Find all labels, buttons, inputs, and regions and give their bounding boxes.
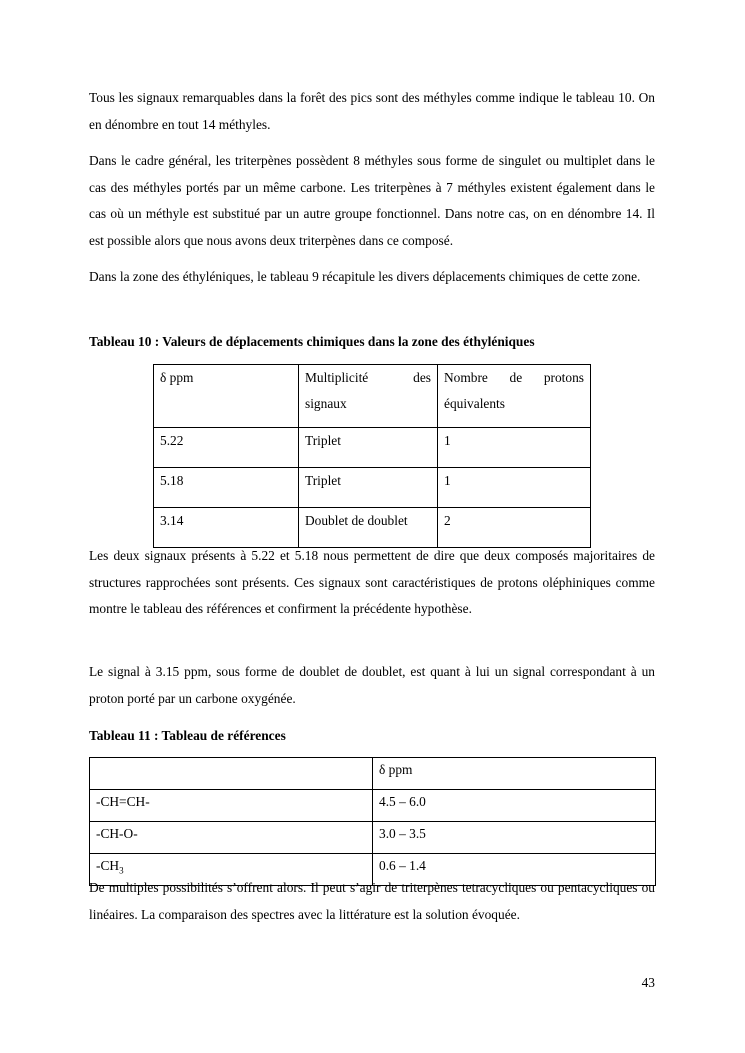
table-cell: 4.5 – 6.0	[373, 790, 656, 822]
table-header-row	[154, 365, 591, 428]
table-header-cell	[438, 365, 591, 428]
table-cell: 1	[438, 468, 591, 508]
table-cell: 3.14	[154, 508, 299, 548]
formula-subscript: 3	[119, 865, 124, 876]
page-number: 43	[641, 975, 655, 990]
table-header-row	[90, 758, 656, 790]
paragraph-4: Les deux signaux présents à 5.22 et 5.18 nous permettent de dire que deux composés majoritaires de structures rapprochées sont présents. Ces signaux sont caractéristiques de protons oléphiniques comme montre le tableau des références et confirment la précédente hypothèse.	[89, 548, 655, 616]
header-text: signaux	[305, 396, 347, 411]
header-text: équivalents	[444, 396, 505, 411]
table-cell: -CH=CH-	[90, 790, 373, 822]
paragraph-5: Le signal à 3.15 ppm, sous forme de doublet de doublet, est quant à lui un signal correspondant à un proton porté par un carbone oxygénée.	[89, 664, 655, 706]
header-text: Multiplicité	[305, 370, 369, 385]
table-cell: Triplet	[299, 428, 438, 468]
table-row	[90, 822, 656, 854]
table-row	[90, 790, 656, 822]
header-text: des	[413, 370, 431, 385]
table-cell: 5.18	[154, 468, 299, 508]
header-text: Nombre de protons	[444, 370, 584, 385]
paragraph-3: Dans la zone des éthyléniques, le tableau 9 récapitule les divers déplacements chimiques de cette zone.	[89, 269, 641, 284]
table-header-cell: δ ppm	[154, 365, 299, 428]
table-cell: 3.0 – 3.5	[373, 822, 656, 854]
table-cell: Doublet de doublet	[299, 508, 438, 548]
table-row	[154, 508, 591, 548]
table-11	[89, 757, 656, 886]
table-cell: 2	[438, 508, 591, 548]
table-cell: -CH-O-	[90, 822, 373, 854]
table-11-caption: Tableau 11 : Tableau de références	[89, 728, 286, 743]
paragraph-1: Tous les signaux remarquables dans la forêt des pics sont des méthyles comme indique le tableau 10. On en dénombre en tout 14 méthyles.	[89, 90, 655, 132]
table-cell: 5.22	[154, 428, 299, 468]
formula-text: -CH	[96, 858, 120, 873]
paragraph-2: Dans le cadre général, les triterpènes possèdent 8 méthyles sous forme de singulet ou multiplet dans le cas des méthyles portés par un même carbone. Les triterpènes à 7 méthyles existent également dans le cas où un méthyle est substitué par un autre groupe fonctionnel. Dans notre cas, on en dénombre 14. Il est possible alors que nous avons deux triterpènes dans ce composé.	[89, 153, 655, 248]
table-row	[154, 468, 591, 508]
table-header-cell	[90, 758, 373, 790]
table-10-caption: Tableau 10 : Valeurs de déplacements chimiques dans la zone des éthyléniques	[89, 334, 535, 349]
table-cell: 1	[438, 428, 591, 468]
table-cell: 0.6 – 1.4	[373, 854, 656, 886]
table-row	[154, 428, 591, 468]
paragraph-6: De multiples possibilités s’offrent alors. Il peut s’agir de triterpènes tetracycliques ou pentacycliques ou linéaires. La comparaison des spectres avec la littérature est la solution évoquée.	[89, 880, 655, 922]
table-10	[153, 364, 591, 548]
table-cell: Triplet	[299, 468, 438, 508]
table-header-cell: δ ppm	[373, 758, 656, 790]
table-header-cell	[299, 365, 438, 428]
